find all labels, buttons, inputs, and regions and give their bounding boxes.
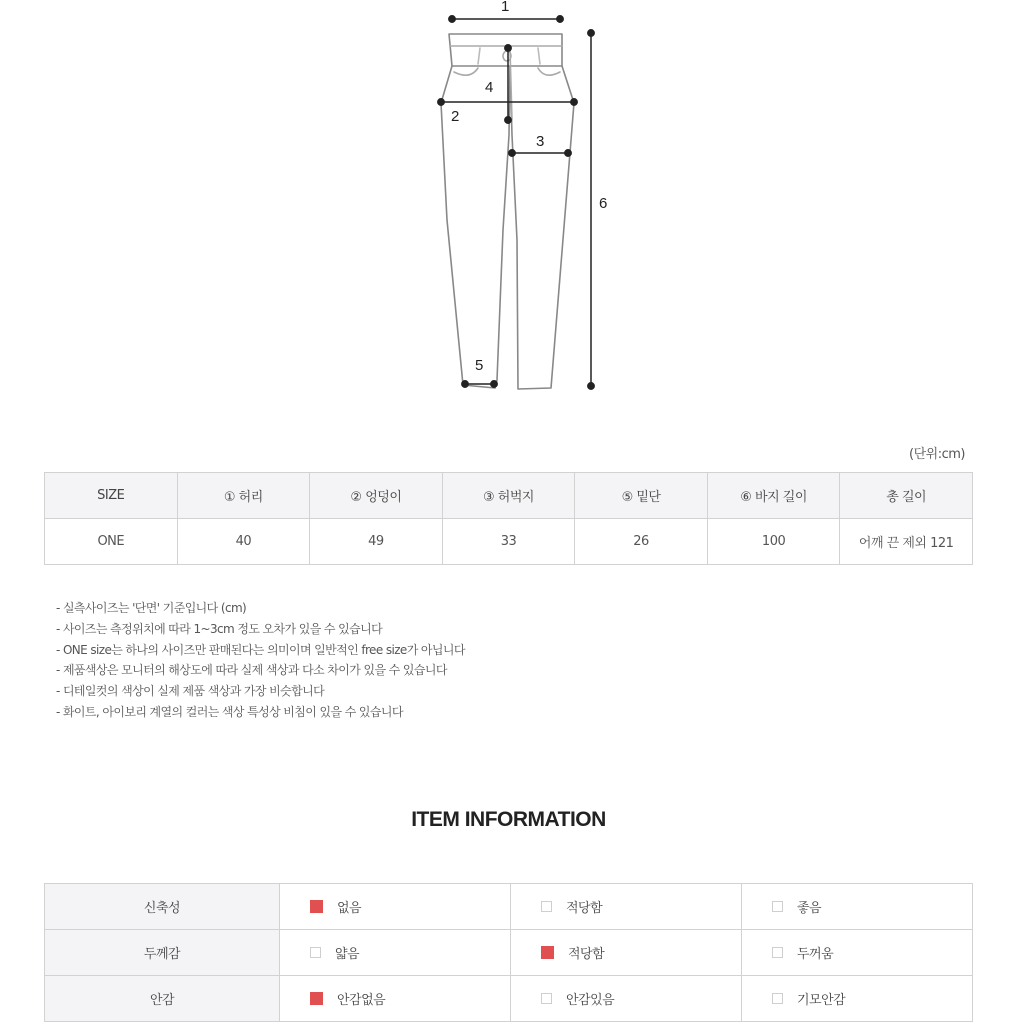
- info-row-thickness: [45, 930, 973, 976]
- label-5: 5: [475, 357, 484, 374]
- info-option-label: 적당함: [568, 946, 605, 962]
- cell-thigh: 33: [442, 519, 575, 565]
- info-option-label: 두꺼움: [797, 947, 834, 962]
- info-option: [310, 989, 385, 1008]
- note-item: - ONE size는 하나의 사이즈만 판매된다는 의미이며 일반적인 free size가 아닙니다: [56, 642, 465, 657]
- unchecked-box-icon: [541, 993, 552, 1004]
- info-option-cell: [280, 884, 511, 930]
- info-row-label: 두께감: [45, 930, 280, 976]
- size-table-header-row: [45, 473, 973, 519]
- info-option-cell: [511, 884, 742, 930]
- cell-hem: 26: [575, 519, 708, 565]
- header-waist: ① 허리: [177, 473, 310, 519]
- size-notes: [56, 598, 465, 723]
- info-row-stretch: [45, 884, 973, 930]
- info-option: [541, 943, 604, 962]
- info-option-cell: [742, 930, 973, 976]
- item-information-table: [44, 883, 973, 1022]
- header-hip: ② 엉덩이: [310, 473, 443, 519]
- unchecked-box-icon: [772, 993, 783, 1004]
- info-option: [310, 943, 359, 962]
- label-6: 6: [599, 195, 608, 212]
- info-option: [310, 897, 361, 916]
- info-option-label: 얇음: [335, 947, 360, 962]
- info-option-cell: [511, 976, 742, 1022]
- info-option: [541, 897, 602, 916]
- info-option-label: 안감없음: [337, 992, 386, 1008]
- unchecked-box-icon: [310, 947, 321, 958]
- info-row-label: 신축성: [45, 884, 280, 930]
- label-4: 4: [485, 79, 494, 96]
- info-option: [772, 897, 821, 916]
- info-option-cell: [280, 930, 511, 976]
- cell-total-length: 어깨 끈 제외 121: [840, 519, 973, 565]
- info-option-label: 기모안감: [797, 993, 846, 1008]
- note-item: - 사이즈는 측정위치에 따라 1~3cm 정도 오차가 있을 수 있습니다: [56, 621, 383, 636]
- header-hem: ⑤ 밑단: [575, 473, 708, 519]
- cell-waist: 40: [177, 519, 310, 565]
- label-3: 3: [536, 133, 545, 150]
- checked-box-icon: [310, 992, 323, 1005]
- info-option: [541, 989, 614, 1008]
- unit-label: (단위:cm): [909, 447, 965, 462]
- info-row-label: 안감: [45, 976, 280, 1022]
- cell-pants-length: 100: [707, 519, 840, 565]
- header-total-length: 총 길이: [840, 473, 973, 519]
- unchecked-box-icon: [772, 947, 783, 958]
- info-option: [772, 943, 833, 962]
- info-option-label: 좋음: [797, 901, 822, 916]
- header-size: SIZE: [45, 473, 178, 519]
- info-option-cell: [280, 976, 511, 1022]
- note-item: - 제품색상은 모니터의 해상도에 따라 실제 색상과 다소 차이가 있을 수 있습니다: [56, 663, 447, 678]
- checked-box-icon: [541, 946, 554, 959]
- size-table: [44, 472, 973, 565]
- info-option-cell: [742, 884, 973, 930]
- pants-measurement-diagram: [0, 0, 1017, 400]
- info-option-label: 없음: [337, 900, 362, 916]
- unchecked-box-icon: [541, 901, 552, 912]
- label-1: 1: [501, 0, 510, 15]
- note-item: - 디테일컷의 색상이 실제 제품 색상과 가장 비슷합니다: [56, 684, 325, 699]
- note-item: - 화이트, 아이보리 계열의 컬러는 색상 특성상 비침이 있을 수 있습니다: [56, 704, 403, 719]
- info-row-lining: [45, 976, 973, 1022]
- item-information-title: ITEM INFORMATION: [411, 808, 606, 831]
- table-row: [45, 519, 973, 565]
- label-2: 2: [451, 108, 460, 125]
- info-option: [772, 989, 845, 1008]
- cell-hip: 49: [310, 519, 443, 565]
- header-pants-length: ⑥ 바지 길이: [707, 473, 840, 519]
- header-thigh: ③ 허벅지: [442, 473, 575, 519]
- note-item: - 실측사이즈는 '단면' 기준입니다 (cm): [56, 601, 247, 615]
- info-option-label: 안감있음: [566, 993, 615, 1008]
- info-option-cell: [742, 976, 973, 1022]
- cell-size: ONE: [45, 519, 178, 565]
- info-option-cell: [511, 930, 742, 976]
- info-option-label: 적당함: [566, 901, 603, 916]
- checked-box-icon: [310, 900, 323, 913]
- unchecked-box-icon: [772, 901, 783, 912]
